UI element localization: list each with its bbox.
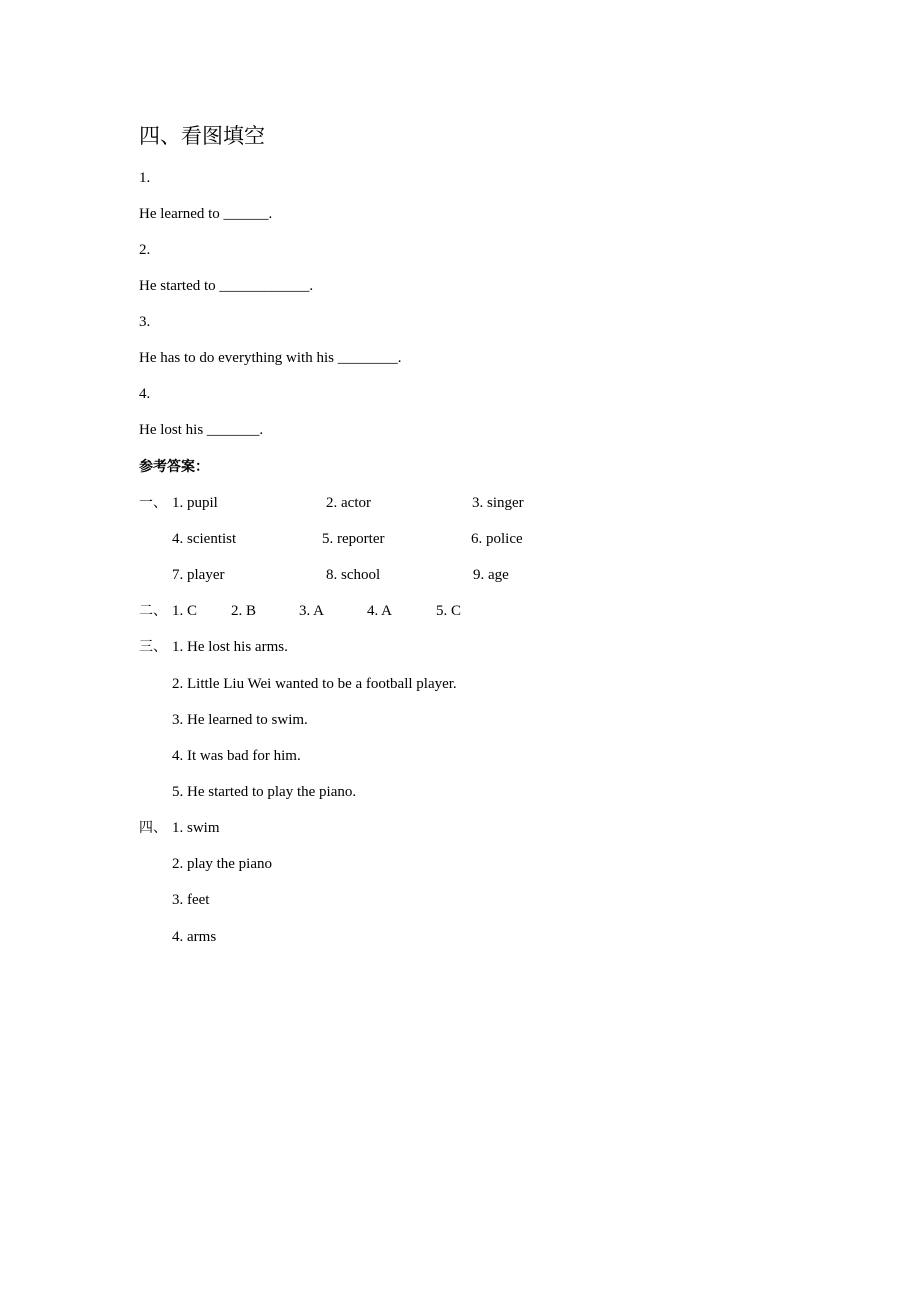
part-label: 一、: [139, 495, 167, 511]
question-text: He lost his _______.: [139, 422, 264, 438]
answer-item: 3. feet: [172, 892, 210, 908]
answer-item: 8. school: [326, 567, 381, 583]
answer-item: 2. B: [231, 603, 257, 619]
answer-item: 7. player: [172, 567, 225, 583]
answer-item: 3. singer: [472, 495, 524, 511]
answer-item: 3. He learned to swim.: [172, 712, 308, 728]
answer-item: 3. A: [299, 603, 325, 619]
section-title: 四、看图填空: [139, 124, 265, 148]
answer-item: 4. scientist: [172, 531, 237, 547]
answer-item: 4. arms: [172, 929, 217, 945]
answer-item: 5. C: [436, 603, 462, 619]
question-number: 3.: [139, 314, 151, 330]
part-label: 三、: [139, 639, 167, 655]
answer-item: 2. play the piano: [172, 856, 272, 872]
answer-item: 4. It was bad for him.: [172, 748, 301, 764]
answer-item: 6. police: [471, 531, 523, 547]
question-text: He started to ____________.: [139, 278, 314, 294]
answer-item: 1. He lost his arms.: [172, 639, 288, 655]
question-text: He has to do everything with his ________.: [139, 350, 402, 366]
part-label: 四、: [139, 820, 167, 836]
part-label: 二、: [139, 603, 167, 619]
answer-item: 4. A: [367, 603, 393, 619]
question-number: 1.: [139, 170, 151, 186]
answers-heading: 参考答案：: [139, 459, 209, 475]
answer-item: 1. C: [172, 603, 198, 619]
answer-item: 9. age: [473, 567, 509, 583]
answer-item: 1. swim: [172, 820, 220, 836]
answer-item: 2. Little Liu Wei wanted to be a football player.: [172, 676, 457, 692]
question-text: He learned to ______.: [139, 206, 273, 222]
question-number: 2.: [139, 242, 151, 258]
answer-item: 5. He started to play the piano.: [172, 784, 357, 800]
answer-item: 5. reporter: [322, 531, 385, 547]
answer-item: 2. actor: [326, 495, 371, 511]
answer-item: 1. pupil: [172, 495, 218, 511]
question-number: 4.: [139, 386, 151, 402]
